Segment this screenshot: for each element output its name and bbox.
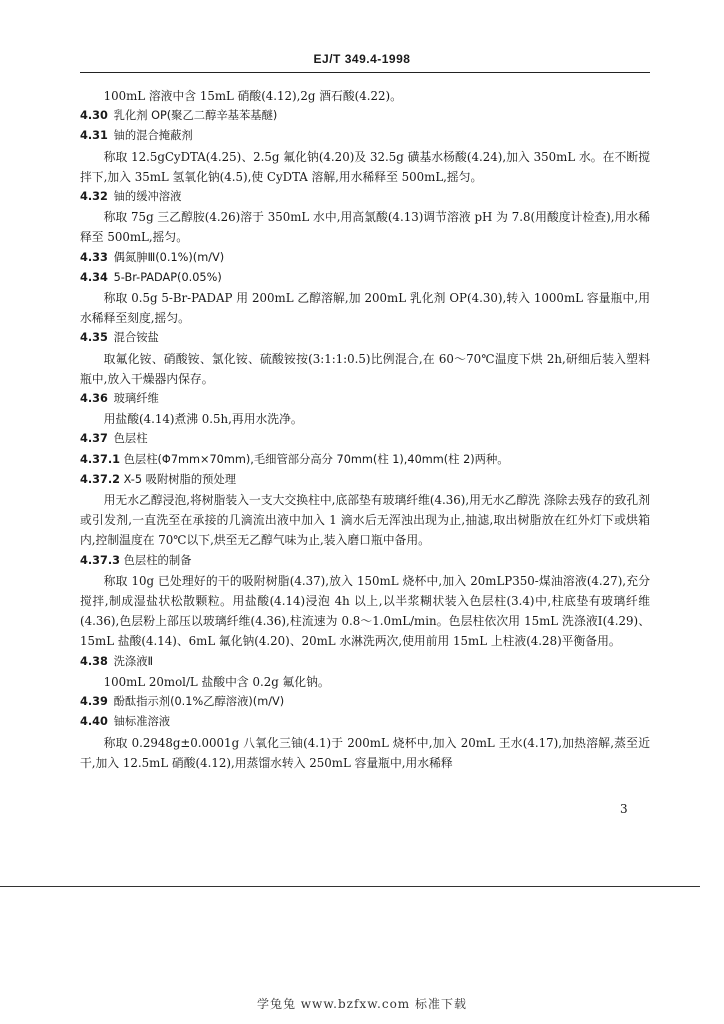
paragraph: 取氟化铵、硝酸铵、氯化铵、硫酸铵按(3:1:1:0.5)比例混合,在 60～70℃温度下烘 2h,研细后装入塑料瓶中,放入干燥器内保存。 xyxy=(80,351,650,386)
section-heading: 4.40 铀标准溶液 xyxy=(80,715,171,729)
section-heading: 4.39 酚酞指示剂(0.1%乙醇溶液)(m/V) xyxy=(80,695,285,709)
subsection-heading: 4.37.2 X-5 吸附树脂的预处理 xyxy=(80,472,237,486)
paragraph: 称取 0.5g 5-Br-PADAP 用 200mL 乙醇溶解,加 200mL 乳化剂 OP(4.30),转入 1000mL 容量瓶中,用水稀释至刻度,摇匀。 xyxy=(80,291,650,326)
subsection-heading: 4.37.3 色层柱的制备 xyxy=(80,553,192,567)
paragraph: 100mL 20mol/L 盐酸中含 0.2g 氟化钠。 xyxy=(103,674,330,689)
section-heading: 4.36 玻璃纤维 xyxy=(80,392,159,406)
paragraph: 用盐酸(4.14)煮沸 0.5h,再用水洗净。 xyxy=(103,412,303,427)
text-line: 100mL 溶液中含 15mL 硝酸(4.12),2g 酒石酸(4.22)。 xyxy=(103,89,402,103)
section-heading: 4.30 乳化剂 OP(聚乙二醇辛基苯基醚) xyxy=(80,109,278,123)
section-heading: 4.32 铀的缓冲溶液 xyxy=(80,190,182,204)
page-number: 3 xyxy=(620,802,628,816)
section-heading: 4.38 洗涤液Ⅱ xyxy=(80,654,154,668)
paragraph: 称取 0.2948g±0.0001g 八氧化三铀(4.1)于 200mL 烧杯中,加入 20mL 王水(4.17),加热溶解,蒸至近干,加入 12.5mL 硝酸(4.12),用蒸馏水转入 250mL 容量瓶中,用水稀释 xyxy=(80,735,650,770)
section-heading: 4.34 5-Br-PADAP(0.05%) xyxy=(80,270,222,284)
standard-header: EJ/T 349.4-1998 xyxy=(313,52,411,66)
paragraph: 称取 10g 已处理好的干的吸附树脂(4.37),放入 150mL 烧杯中,加入 20mLP350-煤油溶液(4.27),充分搅拌,制成湿盐状松散颗粒。用盐酸(4.14)浸泡 4h 以上,以半浆糊状装入色层柱(3.4)中,柱底垫有玻璃纤维(4.36),色层粉上部压以玻璃纤维(4.36),柱流速为 0.8～1.0mL/min。色层柱依次用 15mL 洗涤液Ⅰ(4.29)、15mL 盐酸(4.14)、6mL 氟化钠(4.20)、20mL 水淋洗两次,使用前用 15mL 上柱液(4.28)平衡备用。 xyxy=(80,573,650,649)
watermark-text: 学兔兔 www.bzfxw.com 标准下载 xyxy=(256,997,468,1011)
paragraph: 称取 75g 三乙醇胺(4.26)溶于 350mL 水中,用高氯酸(4.13)调节溶液 pH 为 7.8(用酸度计检查),用水稀释至 500mL,摇匀。 xyxy=(80,210,650,245)
header-rule xyxy=(80,72,650,73)
section-heading: 4.35 混合铵盐 xyxy=(80,331,159,345)
document-body xyxy=(80,86,650,773)
section-heading: 4.37 色层柱 xyxy=(80,432,148,446)
subsection-heading: 4.37.1 色层柱(Φ7mm×70mm),毛细管部分高分 70mm(柱 1),40mm(柱 2)两种。 xyxy=(80,452,509,466)
paragraph: 称取 12.5gCyDTA(4.25)、2.5g 氟化钠(4.20)及 32.5g 磺基水杨酸(4.24),加入 350mL 水。在不断搅拌下,加入 35mL 氢氧化钠(4.5),使 CyDTA 溶解,用水稀释至 500mL,摇匀。 xyxy=(80,149,650,184)
section-heading: 4.33 偶氮胂Ⅲ(0.1%)(m/V) xyxy=(80,250,225,264)
section-heading: 4.31 铀的混合掩蔽剂 xyxy=(80,129,193,143)
paragraph: 用无水乙醇浸泡,将树脂装入一支大交换柱中,底部垫有玻璃纤维(4.36),用无水乙醇洗 涤除去残存的致孔剂或引发剂,一直洗至在承接的几滴流出液中加入 1 滴水后无浑浊出现为止,抽滤,取出树脂放在红外灯下或烘箱内,控制温度在 70℃以下,烘至无乙醇气味为止,装入磨口瓶中备用。 xyxy=(80,493,650,548)
footer-rule xyxy=(0,886,700,887)
